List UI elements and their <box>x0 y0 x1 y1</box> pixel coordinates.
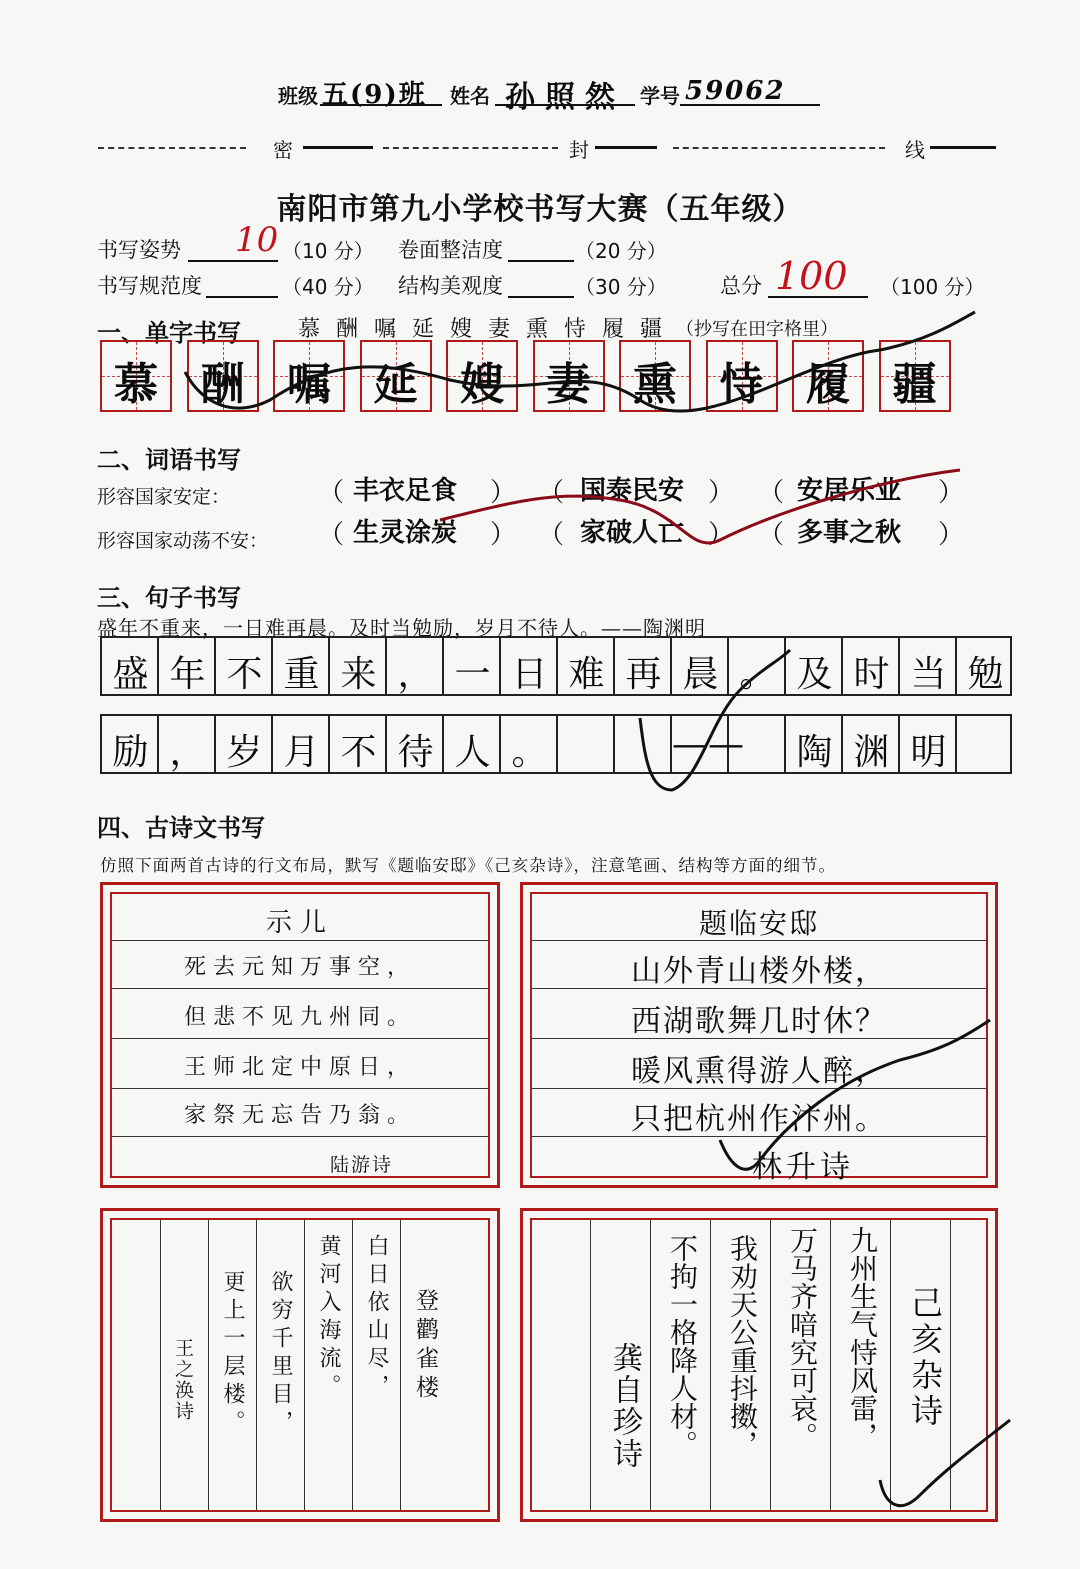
sentence-char: 人 <box>454 732 491 773</box>
poem3-col-rule <box>304 1220 305 1510</box>
poem3-panel <box>100 1208 500 1522</box>
sentence-cell-rule <box>613 716 615 772</box>
beauty-underline <box>508 296 574 298</box>
poem2-inner-frame <box>530 892 988 1185</box>
poem1-panel <box>100 882 500 1188</box>
norm-label: 书写规范度 <box>97 274 202 298</box>
sentence-char: 勉 <box>967 654 1004 695</box>
section1-heading: 一、单字书写 <box>97 319 241 347</box>
posture-points: （10 分） <box>282 239 374 263</box>
poem1-rule <box>112 940 488 941</box>
poem2-panel <box>520 882 998 1188</box>
idiom-answer: 安居乐业 <box>797 476 902 506</box>
poem3-line3: 欲穷千里目， <box>268 1270 293 1438</box>
seal-dashed-mid <box>383 147 558 149</box>
poem4-col-rule <box>710 1220 711 1510</box>
poem3-line4: 更上一层楼。 <box>220 1270 245 1438</box>
poem2-line1: 山外青山楼外楼， <box>631 954 887 989</box>
seal-solid-2 <box>595 146 657 149</box>
handwritten-char: 嫂 <box>460 359 504 410</box>
poem3-line2: 黄河入海流。 <box>316 1234 341 1402</box>
poem4-col-rule <box>590 1220 591 1510</box>
section1-prompt: 慕酬嘱延嫂妻熏恃履疆 <box>298 317 679 342</box>
name-underline <box>495 104 635 106</box>
norm-points: （40 分） <box>282 275 374 299</box>
poem4-col-rule <box>950 1220 951 1510</box>
seal-xian: 线 <box>905 138 925 162</box>
section4-instruction: 仿照下面两首古诗的行文布局，默写《题临安邸》《己亥杂诗》，注意笔画、结构等方面的细节。 <box>100 856 836 875</box>
handwritten-char: 疆 <box>892 359 937 410</box>
paren-left: （ <box>318 520 345 550</box>
norm-underline <box>206 296 278 298</box>
char-cell <box>792 340 864 412</box>
neatness-label: 卷面整洁度 <box>398 238 503 262</box>
paren-left: （ <box>758 478 785 508</box>
poem1-line2: 但悲不见九州同。 <box>183 1005 416 1030</box>
char-cell <box>879 340 951 412</box>
idiom-answer: 多事之秋 <box>797 518 902 548</box>
poem3-col-rule <box>400 1220 401 1510</box>
poem2-rule <box>532 1136 986 1137</box>
poem1-rule <box>112 1088 488 1089</box>
poem1-rule <box>112 1136 488 1137</box>
sentence-char: 再 <box>625 654 662 695</box>
sentence-char: ， <box>169 732 206 773</box>
idiom-answer: 丰衣足食 <box>353 476 458 506</box>
poem1-author: 陆游诗 <box>330 1154 394 1176</box>
paren-right: ） <box>938 520 965 550</box>
sentence-char: 。 <box>739 654 776 695</box>
section4-heading: 四、古诗文书写 <box>97 814 265 842</box>
sentence-char: 盛 <box>112 654 149 695</box>
name-value: 孙照然 <box>505 80 625 115</box>
poem3-col-rule <box>256 1220 257 1510</box>
poem1-line3: 王师北定中原日， <box>183 1055 416 1080</box>
poem3-inner-frame <box>110 1218 490 1512</box>
class-value: 五(9)班 <box>322 80 427 110</box>
section3-heading: 三、句子书写 <box>97 584 241 612</box>
poem1-line1: 死去元知万事空， <box>183 955 416 980</box>
char-cell <box>360 340 432 412</box>
paren-left: （ <box>538 520 565 550</box>
poem4-col-rule <box>770 1220 771 1510</box>
sentence-row <box>100 714 1012 774</box>
posture-label: 书写姿势 <box>97 238 181 262</box>
poem2-line2: 西湖歌舞几时休？ <box>631 1004 887 1039</box>
sentence-char: 重 <box>283 654 320 695</box>
handwritten-char: 嘱 <box>287 359 331 410</box>
idiom-answer: 生灵涂炭 <box>353 518 458 548</box>
sentence-char: ， <box>397 654 434 695</box>
poem4-line2: 万马齐喑究可哀。 <box>786 1226 819 1450</box>
section2-heading: 二、词语书写 <box>97 446 241 474</box>
sentence-char: 。 <box>511 732 548 773</box>
sentence-char: 陶 <box>796 732 833 773</box>
char-cell <box>706 340 778 412</box>
poem4-panel <box>520 1208 998 1522</box>
sentence-char: 不 <box>226 654 263 695</box>
id-value: 59062 <box>685 76 786 106</box>
paren-left: （ <box>538 478 565 508</box>
poem2-author: 林升诗 <box>752 1150 854 1185</box>
handwritten-char: 熏 <box>633 359 677 410</box>
poem2-line3: 暖风熏得游人醉， <box>631 1054 887 1089</box>
char-cell <box>446 340 518 412</box>
poem4-title: 己亥杂诗 <box>906 1286 944 1430</box>
sentence-char: 难 <box>568 654 605 695</box>
beauty-points: （30 分） <box>575 275 667 299</box>
poem4-col-rule <box>650 1220 651 1510</box>
poem4-col-rule <box>890 1220 891 1510</box>
paren-left: （ <box>758 520 785 550</box>
poem4-col-rule <box>830 1220 831 1510</box>
section1-note: （抄写在田字格里） <box>676 319 838 340</box>
poem3-col-rule <box>208 1220 209 1510</box>
paren-right: ） <box>490 478 517 508</box>
sentence-char: 岁 <box>226 732 263 773</box>
poem3-col-rule <box>160 1220 161 1510</box>
handwritten-char: 妻 <box>546 359 591 410</box>
poem2-title: 题临安邸 <box>698 907 819 940</box>
total-score: 100 <box>775 254 848 298</box>
idiom-answer: 国泰民安 <box>580 476 685 506</box>
seal-feng: 封 <box>569 138 589 162</box>
paren-right: ） <box>708 520 735 550</box>
sentence-char: 待 <box>397 732 434 773</box>
class-underline <box>320 104 442 106</box>
sentence-char: 年 <box>169 654 206 695</box>
sentence-char: 来 <box>340 654 377 695</box>
paren-right: ） <box>490 520 517 550</box>
char-cell <box>100 340 172 412</box>
class-label: 班级 <box>278 84 318 108</box>
sentence-char: 一 <box>454 654 491 695</box>
unstable-label: 形容国家动荡不安： <box>97 530 269 552</box>
poem3-col-rule <box>352 1220 353 1510</box>
handwritten-char: 恃 <box>719 359 764 410</box>
paren-left: （ <box>318 478 345 508</box>
poem2-rule <box>532 940 986 941</box>
total-points: （100 分） <box>880 275 985 299</box>
sentence-char: 不 <box>340 732 377 773</box>
name-label: 姓名 <box>450 84 490 108</box>
sentence-char: 时 <box>853 654 890 695</box>
total-label: 总分 <box>720 274 762 298</box>
sentence-char: 及 <box>796 654 833 695</box>
poem2-rule <box>532 1038 986 1039</box>
handwritten-char: 履 <box>806 359 850 410</box>
neatness-underline <box>508 260 574 262</box>
char-cell <box>273 340 345 412</box>
poem3-title: 登鹳雀楼 <box>412 1288 438 1404</box>
poem1-rule <box>112 1038 488 1039</box>
id-label: 学号 <box>640 84 680 108</box>
sentence-char: 当 <box>910 654 947 695</box>
handwritten-char: 酬 <box>200 359 245 410</box>
poem4-author: 龚自珍诗 <box>607 1342 642 1470</box>
char-cell <box>187 340 259 412</box>
seal-dashed-left <box>98 147 246 149</box>
posture-score: 10 <box>235 220 279 260</box>
handwritten-char: 慕 <box>114 359 158 410</box>
paren-right: ） <box>938 478 965 508</box>
paren-right: ） <box>708 478 735 508</box>
poem2-rule <box>532 1088 986 1089</box>
handwritten-char: 延 <box>373 359 418 410</box>
poem4-line1: 九州生气恃风雷， <box>846 1226 879 1450</box>
poem1-inner-frame <box>110 892 490 1178</box>
poem1-rule <box>112 988 488 989</box>
sentence-char: 晨 <box>682 654 719 695</box>
poem4-line3: 我劝天公重抖擞， <box>726 1234 759 1458</box>
poem4-inner-frame <box>530 1218 988 1512</box>
sentence-char: 渊 <box>853 732 890 773</box>
section3-sentence: 盛年不重来，一日难再晨。及时当勉励，岁月不待人。——陶渊明 <box>97 616 706 640</box>
sentence-char: 励 <box>112 732 149 773</box>
poem3-author: 王之涣诗 <box>172 1338 194 1422</box>
seal-dashed-right <box>673 147 885 149</box>
posture-underline <box>188 260 278 262</box>
seal-solid-3 <box>930 146 996 149</box>
stable-label: 形容国家安定： <box>97 486 231 508</box>
char-cell <box>533 340 605 412</box>
sentence-char: 日 <box>511 654 548 695</box>
beauty-label: 结构美观度 <box>398 274 503 298</box>
poem3-line1: 白日依山尽， <box>364 1234 389 1402</box>
sentence-char: 月 <box>283 732 320 773</box>
sentence-char: 明 <box>910 732 947 773</box>
seal-solid-1 <box>303 146 373 149</box>
sentence-row <box>100 636 1012 696</box>
sentence-char: —— <box>672 724 744 765</box>
seal-mi: 密 <box>273 138 293 162</box>
id-underline <box>680 104 820 106</box>
poem1-title: 示儿 <box>265 908 334 938</box>
char-cell <box>619 340 691 412</box>
poem2-rule <box>532 988 986 989</box>
poem1-line4: 家祭无忘告乃翁。 <box>183 1103 416 1128</box>
idiom-answer: 家破人亡 <box>580 518 685 548</box>
poem2-line4: 只把杭州作汴州。 <box>631 1102 887 1137</box>
neatness-points: （20 分） <box>575 239 667 263</box>
poem4-line4: 不拘一格降人材。 <box>666 1234 699 1458</box>
page-title: 南阳市第九小学校书写大赛（五年级） <box>276 192 804 227</box>
